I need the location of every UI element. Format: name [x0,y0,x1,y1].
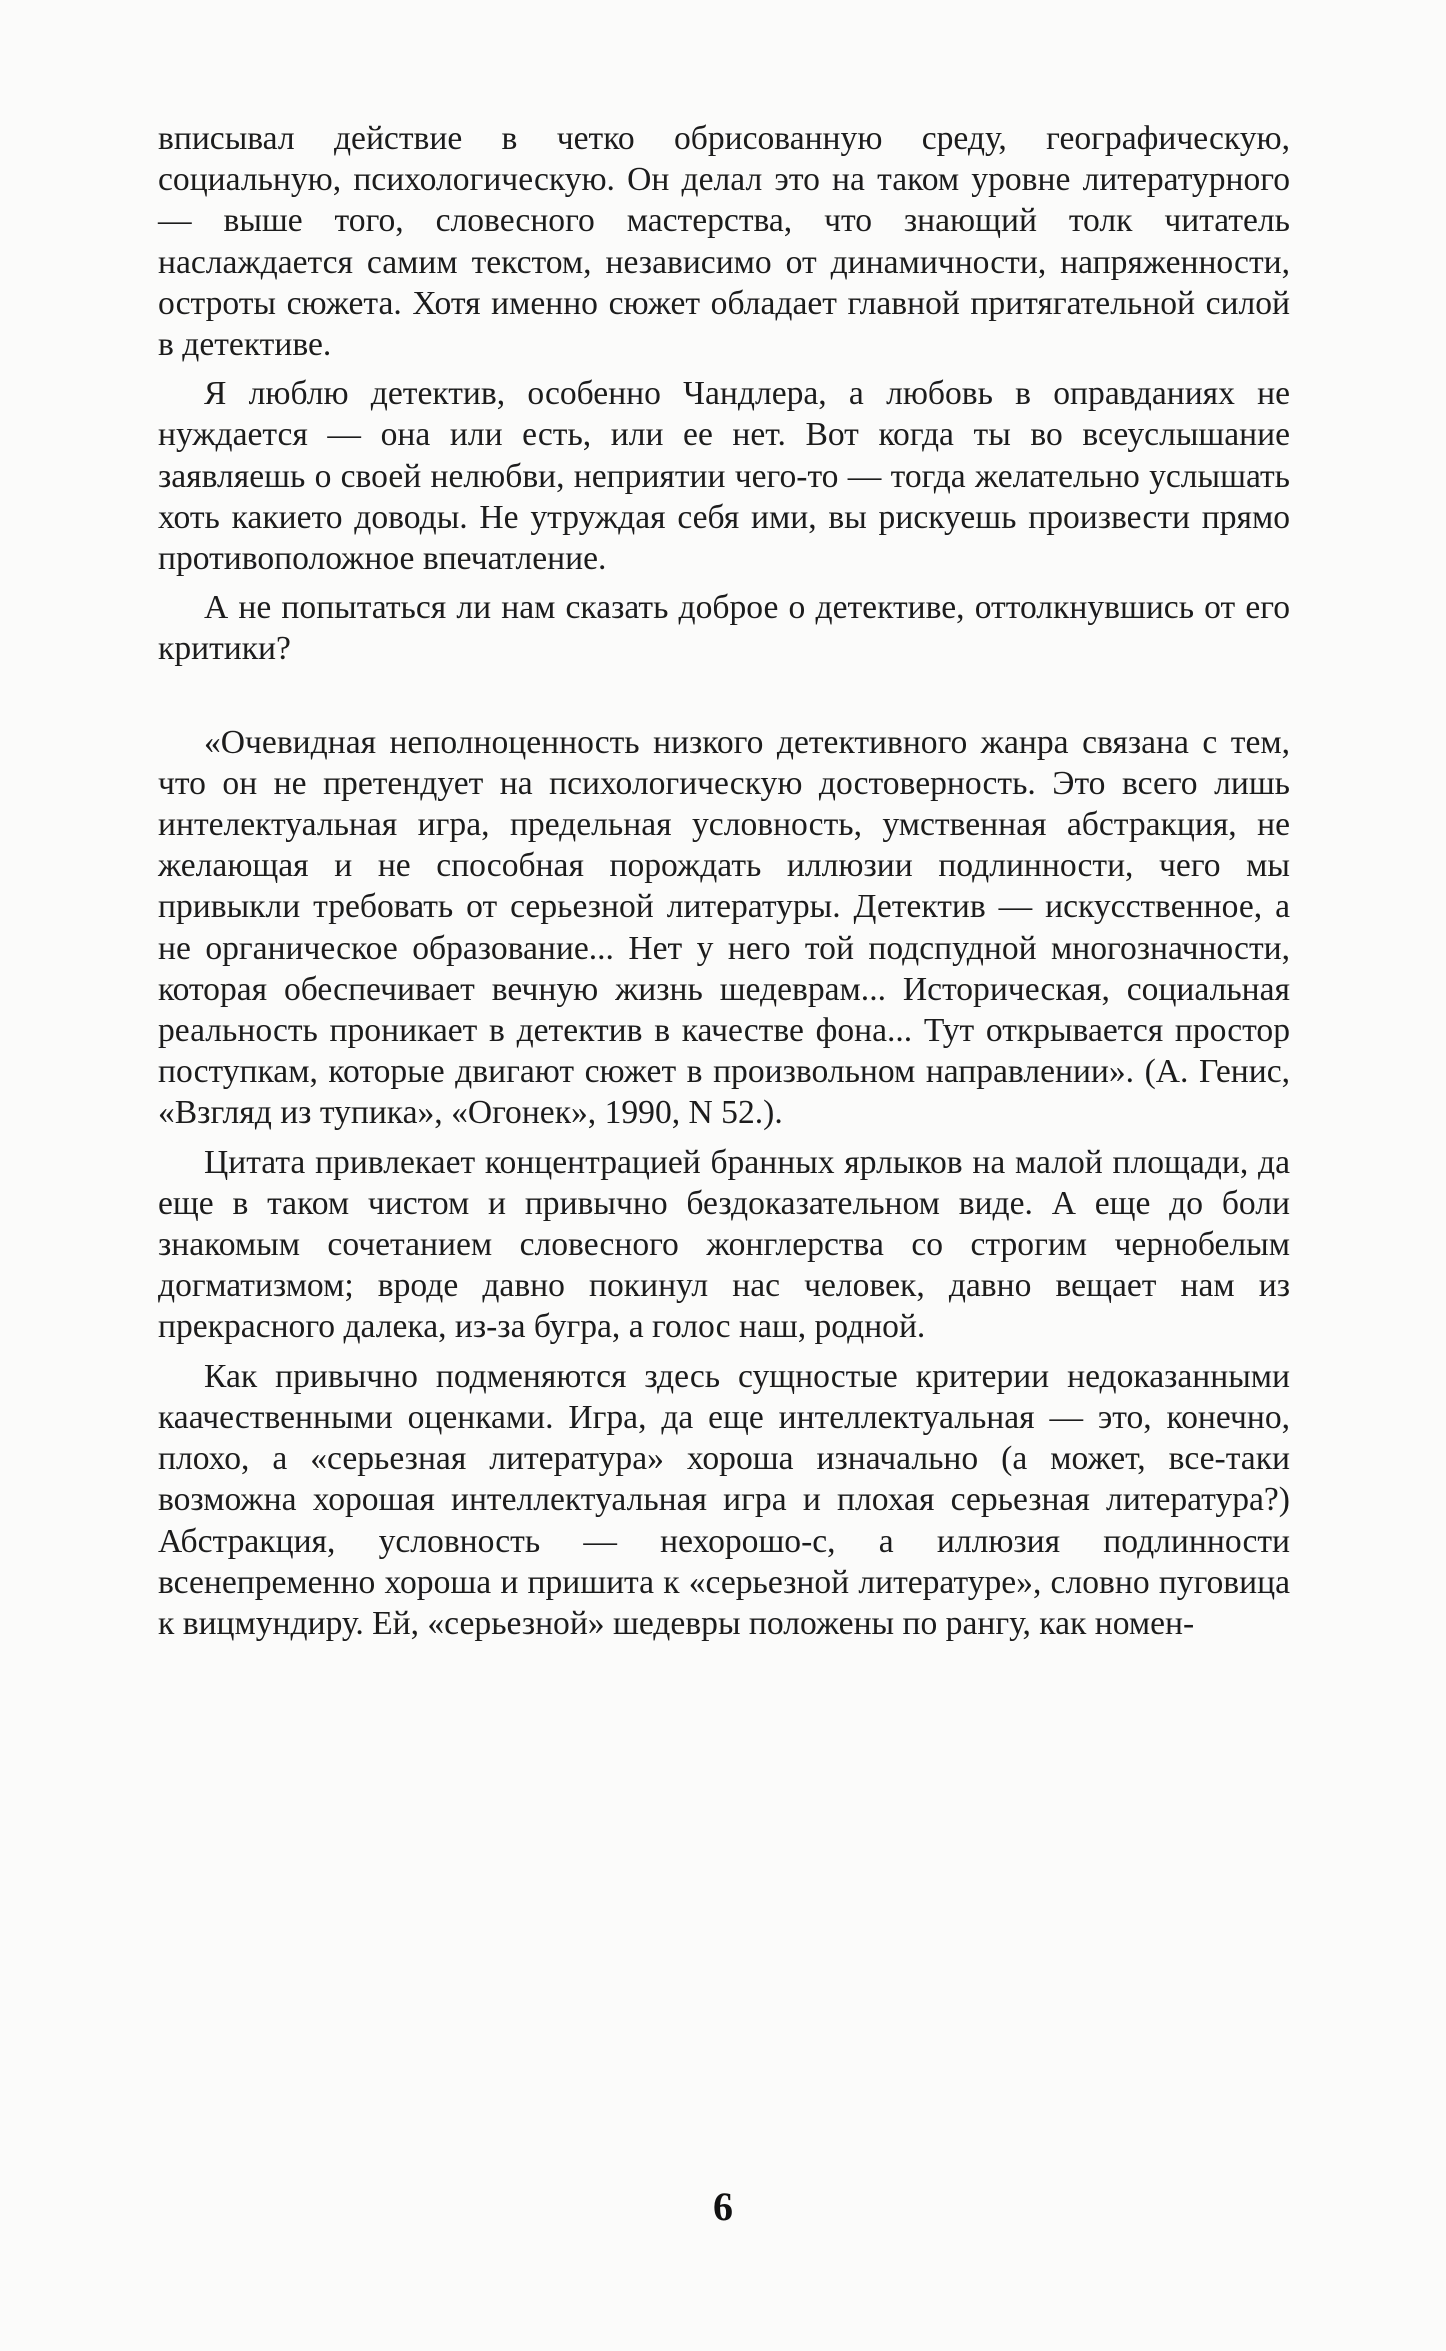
paragraph-love-detective: Я люблю детектив, особенно Чандлера, а любовь в оправданиях не нуждается — она или есть, или ее нет. Вот когда ты во всеуслышание заявляешь о своей нелюбви, неприятии чего-то — тогда желательно услышать хоть какието доводы. Не утруждая себя ими, вы рискуешь произвести прямо противоположное впечатление. [158,375,1290,578]
paragraph-quote: «Очевидная неполноценность низкого детективного жанра связана с тем, что он не претендует на психологическую достоверность. Это всего лишь интелектуальная игра, предельная условность, умственная абстракция, не желающая и не способная порождать иллюзии подлинности, чего мы привыкли требовать от серьезной литературы. Детектив — искусственное, а не органическое образование... Нет у него той подспудной многозначности, которая обеспечивает вечную жизнь шедеврам... Историческая, социальная реальность проникает в детектив в качестве фона... Тут открывается простор поступкам, которые двигают сюжет в произвольном направлении». (А. Генис, «Взгляд из тупика», «Огонек», 1990, N 52.). [158,723,1290,1132]
page-number: 6 [713,2184,733,2229]
paragraph-citation-comment: Цитата привлекает концентрацией бранных ярлыков на малой площади, да еще в таком чистом и привычно бездоказательном виде. А еще до боли знакомым сочетанием словесного жонглерства со строгим чернобелым догматизмом; вроде давно покинул нас человек, давно вещает нам из прекрасного далека, из-за бугра, а голос наш, родной. [158,1143,1290,1346]
body-text [158,118,1290,1652]
paragraph-question: А не попытаться ли нам сказать доброе о детективе, оттолкнувшись от его критики? [158,589,1290,668]
paragraph-continuation: вписывал действие в четко обрисованную среду, географическую, социальную, психологическую. Он делал это на таком уровне литературного — выше того, словесного мастерства, что знающий толк читатель наслаждается самим текстом, независимо от динамичности, напряженности, остроты сюжета. Хотя именно сюжет обладает главной притягательной силой в детективе. [158,120,1290,364]
paragraph-criteria: Как привычно подменяются здесь сущностые критерии недоказанными каачественными оценками. Игра, да еще интеллектуальная — это, конечно, плохо, а «серьезная литература» хороша изначально (а может, все-таки возможна хорошая интеллектуальная игра и плохая серьезная литература?) Абстракция, условность — нехорошо-с, а иллюзия подлинности всенепременно хороша и пришита к «серьезной литературе», словно пуговица к вицмундиру. Ей, «серьезной» шедевры положены по рангу, как номен- [158,1357,1290,1642]
